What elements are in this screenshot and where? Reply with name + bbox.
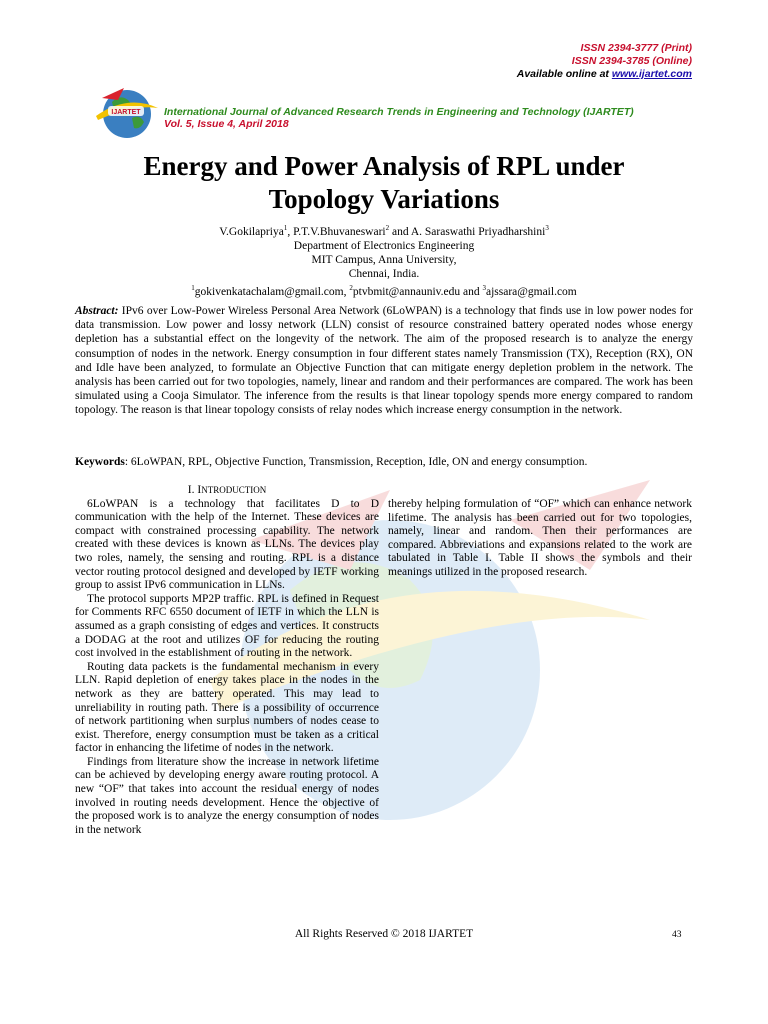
journal-name: International Journal of Advanced Research Trends in Engineering and Technology (IJARTET) [164,106,634,118]
issn-block [517,42,692,81]
issn-online: ISSN 2394-3785 (Online) [571,55,692,67]
section-title-rest: NTRODUCTION [201,485,267,495]
keywords-text: : 6LoWPAN, RPL, Objective Function, Transmission, Reception, Idle, ON and energy consumption. [124,456,588,468]
paragraph: The protocol supports MP2P traffic. RPL is defined in Request for Comments RFC 6550 document of IETF in which the LLN is assumed as a graph consisting of edges and vertices. It constructs a DODAG at the root and utilizes OF for reducing the routing cost involved in the establishment of routing in the network. [75,592,379,660]
abstract-text: IPv6 over Low-Power Wireless Personal Area Network (6LoWPAN) is a technology that finds use in low power nodes for data transmission. Low power and lossy network (LLN) consist of resource constrained battery operated nodes whose energy depletion has a substantial effect on the longevity of the network. The aim of the proposed research is to analyze the energy consumption of nodes in the network. Energy consumption in four different states namely Transmission (TX), Reception (RX), ON and Idle have been analyzed, to formulate an Objective Function that can mitigate energy depletion problem in the network. The analysis has been carried out for two topologies, namely, linear and random and their performances are compared. The work has been simulated using a Cooja Simulator. The inference from the results is that linear topology spends more energy compared to random topology. The reason is that linear topology consists of relay nodes which increase energy consumption in the network. [75,305,693,417]
keywords [75,455,693,469]
email-2-affil: 2 [349,283,353,292]
author-1-affil: 1 [283,224,288,232]
keywords-label: Keywords [75,456,125,468]
journal-info [164,106,718,130]
author-separator-2: and [389,225,411,238]
author-3: A. Saraswathi Priyadharshini [410,225,546,238]
department: Department of Electronics Engineering [293,239,475,252]
issn-print: ISSN 2394-3777 (Print) [580,42,692,54]
author-separator-1: , [287,225,294,238]
title-line-1: Energy and Power Analysis of RPL under [143,151,625,181]
email-3: ajssara@gmail.com [486,285,577,298]
section-number: I. [187,484,198,496]
city: Chennai, India. [348,267,420,280]
email-1: gokivenkatachalam@gmail.com, [194,285,350,298]
column-right [388,498,692,580]
column-left [75,484,379,837]
author-3-affil: 3 [545,224,549,232]
journal-volume: Vol. 5, Issue 4, April 2018 [164,118,289,130]
email-2: ptvbmit@annauniv.edu and [352,285,483,298]
abstract [75,304,693,418]
availability-line [517,68,692,81]
paragraph: Findings from literature show the increase in network lifetime can be achieved by developing energy aware routing protocol. A new “OF” that takes into account the residual energy of nodes involved in routing needs development. Hence the objective of the proposed work is to analyze the energy consumption of nodes in the network [75,755,379,836]
author-names [80,221,688,239]
title-line-2: Topology Variations [268,184,500,214]
paragraph: Routing data packets is the fundamental mechanism in every LLN. Rapid depletion of energy takes place in the nodes in the network as they are battery operated. This may lead to unreliability in routing path. There is a possibility of occurrence of network partitioning when surplus numbers of nodes cease to exist. Therefore, energy consumption must be taken as a critical factor in enhancing the lifetime of nodes in the network. [75,660,379,755]
available-prefix: Available online at [516,68,612,80]
email-1-affil: 1 [191,283,195,292]
author-emails [80,281,688,299]
email-3-affil: 3 [482,283,486,292]
footer-copyright: All Rights Reserved © 2018 IJARTET [294,928,474,940]
journal-website-link[interactable]: www.ijartet.com [611,68,692,80]
page-number: 43 [672,930,682,940]
section-title-initial: I [197,484,202,496]
paragraph: thereby helping formulation of “OF” which can enhance network lifetime. The analysis has been carried out for two topologies, namely, linear and random. Then their performances are compared. Abbreviations and expansions related to the work are tabulated in Table I. Table II shows the symbols and their meanings utilized in the proposed research. [388,498,692,578]
journal-logo-globe [94,84,160,140]
author-block [80,221,688,299]
paragraph: 6LoWPAN is a technology that facilitates D to D communication with the help of the Internet. These devices are compact with constrained processing capability. The network created with these devices is known as LLNs. The devices play two roles, namely, the sensing and routing. RPL is a distance vector routing protocol designed and developed by IETF working group to assist IPv6 communication in LLNs. [75,497,379,592]
author-1: V.Gokilapriya [219,225,284,238]
campus: MIT Campus, Anna University, [311,253,457,266]
paper-title [60,150,708,216]
abstract-label: Abstract: [75,305,119,317]
author-2-affil: 2 [385,224,390,232]
logo-text: IJARTET [111,109,141,116]
section-heading-introduction [75,484,379,498]
author-2: P.T.V.Bhuvaneswari [293,225,386,238]
